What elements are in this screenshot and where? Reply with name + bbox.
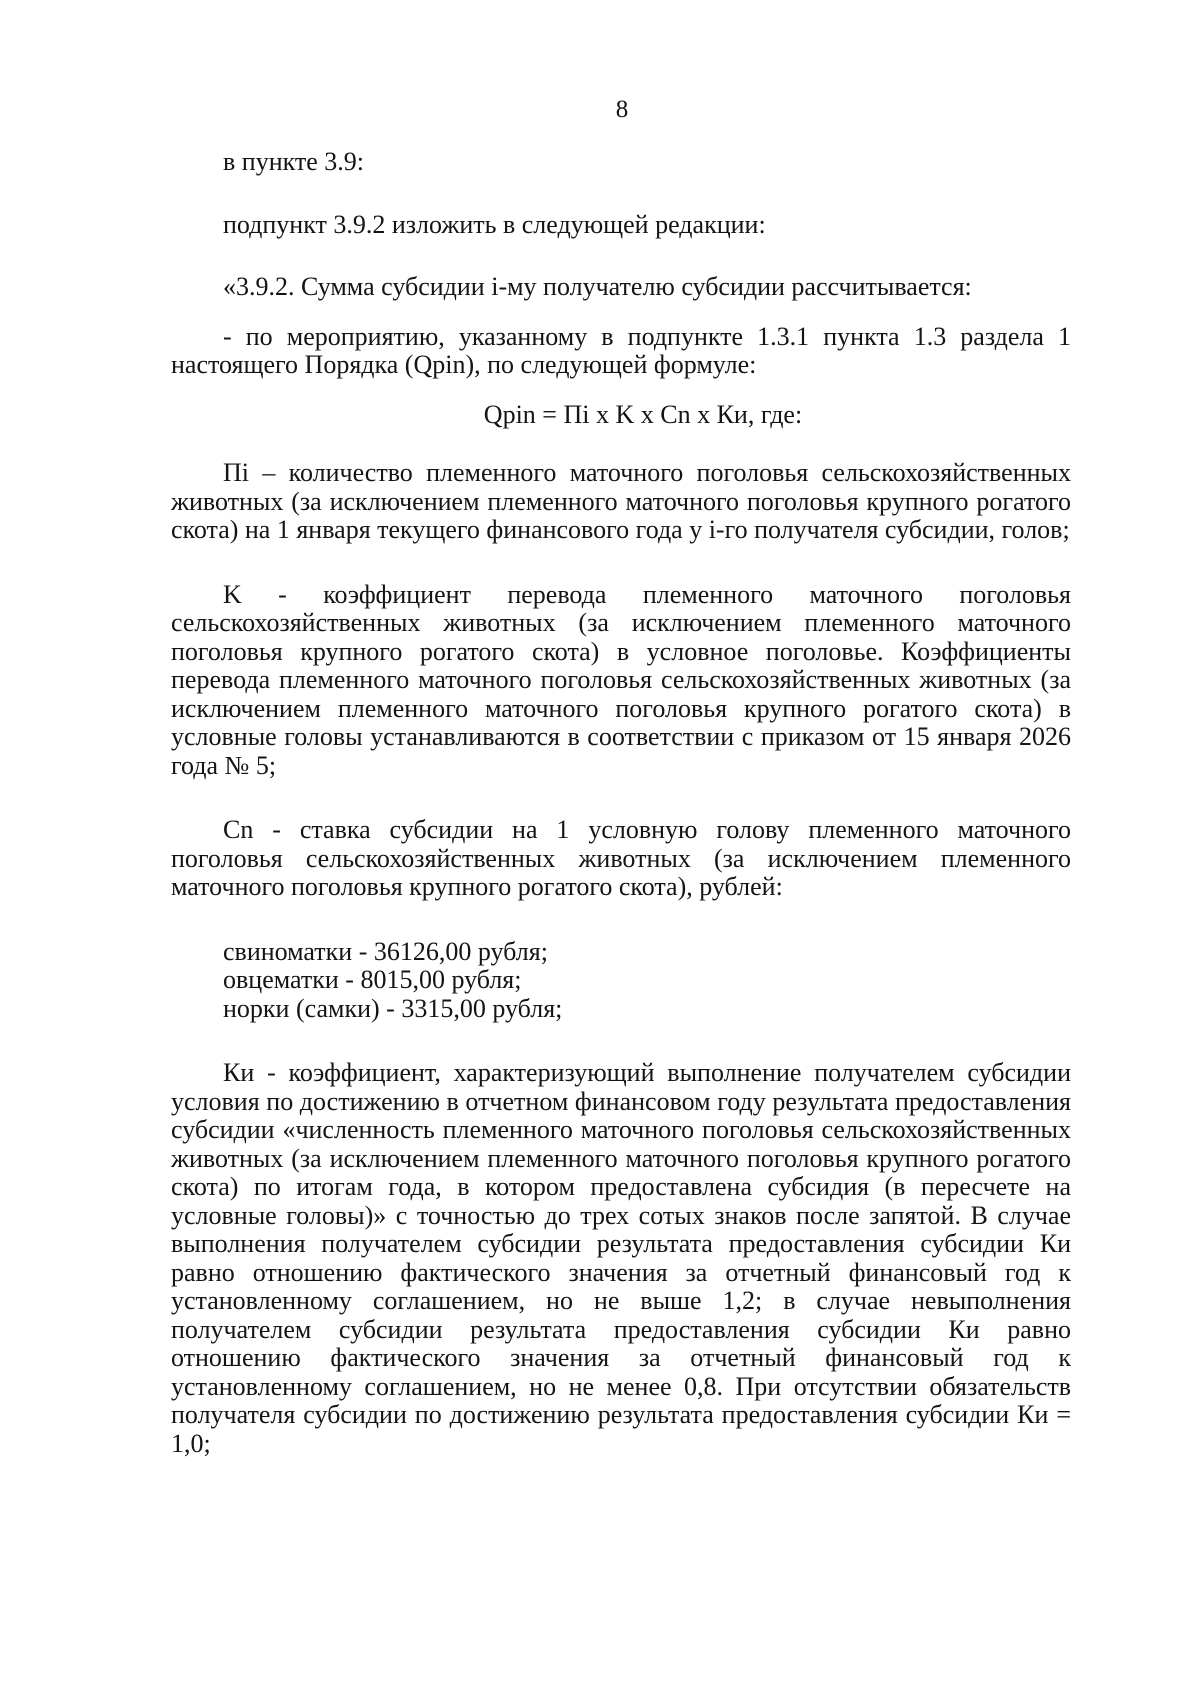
rates-list xyxy=(223,938,1071,1024)
list-item: овцематки - 8015,00 рубля; xyxy=(223,965,522,994)
paragraph-k-definition: K - коэффициент перевода племенного маточного поголовья сельскохозяйственных животных (за исключением племенного маточного поголовья крупного рогатого скота) в условное поголовье. Коэффициенты перевода племенного маточного поголовья сельскохозяйственных животных (за исключением племенного маточного поголовья крупного рогатого скота) в условные головы устанавливаются в соответствии с приказом от 15 января 2026 года № 5; xyxy=(171,579,1071,780)
document-body xyxy=(171,148,1071,1458)
formula: Qpin = Пi x K x Cn x Ки, где: xyxy=(483,399,803,429)
paragraph-cn-definition: Cn - ставка субсидии на 1 условную голову племенного маточного поголовья сельскохозяйственных животных (за исключением племенного маточного поголовья крупного рогатого скота), рублей: xyxy=(171,815,1071,901)
list-item: норки (самки) - 3315,00 рубля; xyxy=(223,993,563,1023)
page-number: 8 xyxy=(615,96,629,123)
paragraph-ki-definition: Ки - коэффициент, характеризующий выполнение получателем субсидии условия по достижению в отчетном финансовом году результата предоставления субсидии «численность племенного маточного поголовья сельскохозяйственных животных (за исключением племенного маточного поголовья крупного рогатого скота) по итогам года, в котором предоставлена субсидия (в пересчете на условные головы)» с точностью до трех сотых знаков после запятой. В случае выполнения получателем субсидии результата предоставления субсидии Ки равно отношению фактического значения за отчетный финансовый год к установленному соглашением, но не выше 1,2; в случае невыполнения получателем субсидии результата предоставления субсидии Ки равно отношению фактического значения за отчетный финансовый год к установленному соглашением, но не менее 0,8. При отсутствии обязательств получателя субсидии по достижению результата предоставления субсидии Ки = 1,0; xyxy=(171,1058,1071,1458)
paragraph-intro: в пункте 3.9: xyxy=(223,147,365,176)
paragraph-pi-definition: Пi – количество племенного маточного поголовья сельскохозяйственных животных (за исключением племенного маточного поголовья крупного рогатого скота) на 1 января текущего финансового года у i-го получателя субсидии, голов; xyxy=(171,458,1071,544)
list-item: свиноматки - 36126,00 рубля; xyxy=(223,936,548,966)
paragraph-subpoint: подпункт 3.9.2 изложить в следующей редакции: xyxy=(223,209,766,239)
paragraph-activity: - по мероприятию, указанному в подпункте 1.3.1 пункта 1.3 раздела 1 настоящего Порядка (Qpin), по следующей формуле: xyxy=(171,321,1071,379)
paragraph-amount: «3.9.2. Сумма субсидии i-му получателю субсидии рассчитывается: xyxy=(223,272,972,301)
